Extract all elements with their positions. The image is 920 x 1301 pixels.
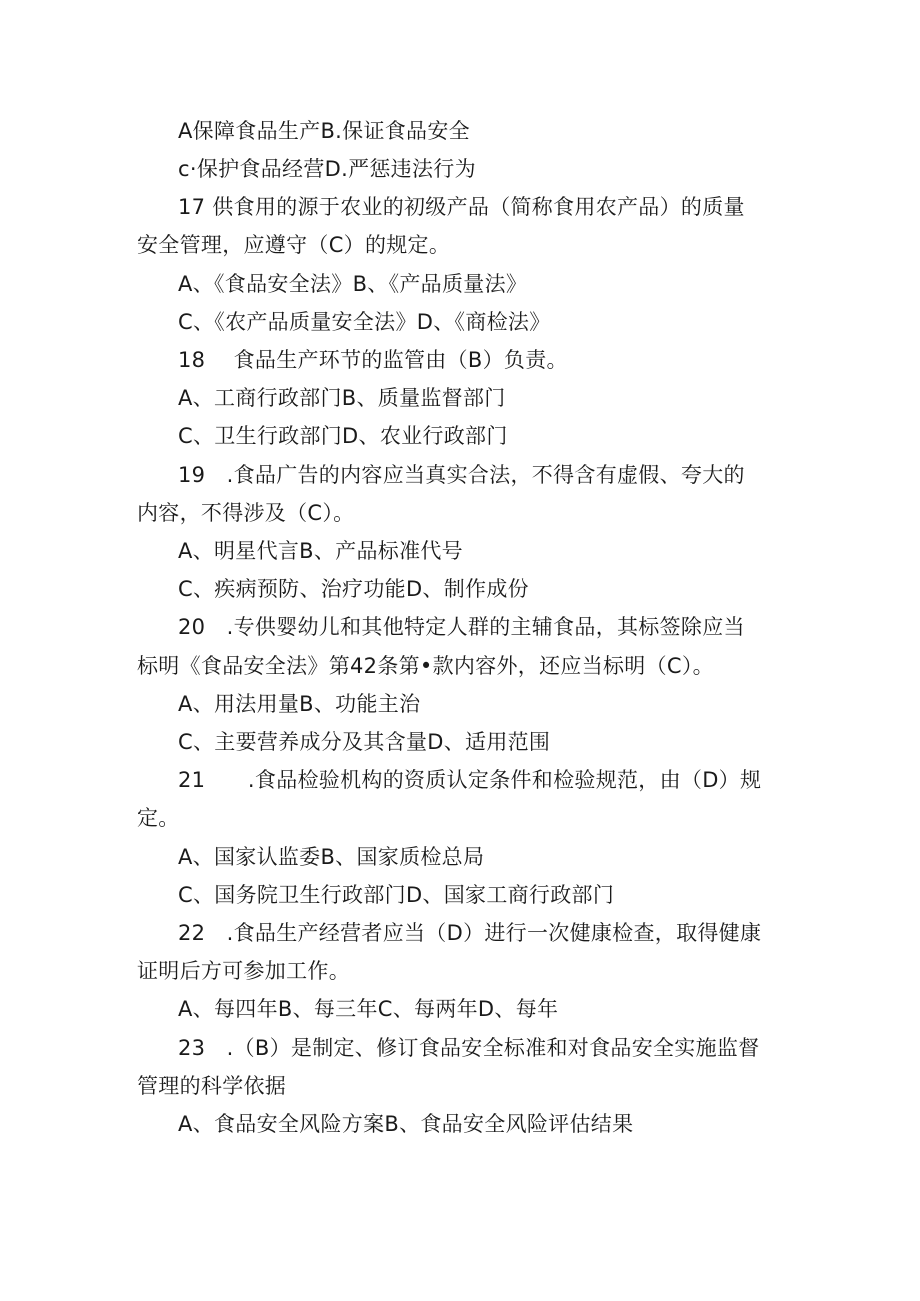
option-line: C、卫生行政部门D、农业行政部门 [178, 424, 508, 448]
question-17-continued: 安全管理，应遵守（C）的规定。 [137, 233, 451, 257]
question-23: 23 .（B）是制定、修订食品安全标准和对食品安全实施监督 [178, 1036, 760, 1060]
option-line: A、《食品安全法》B、《产品质量法》 [178, 272, 528, 296]
question-21: 21 .食品检验机构的资质认定条件和检验规范，由（D）规 [178, 768, 762, 792]
option-line: C、疾病预防、治疗功能D、制作成份 [178, 577, 529, 601]
option-line: C、国务院卫生行政部门D、国家工商行政部门 [178, 883, 615, 907]
question-17: 17 供食用的源于农业的初级产品（简称食用农产品）的质量 [178, 195, 745, 219]
option-line: C、主要营养成分及其含量D、适用范围 [178, 730, 551, 754]
option-line: A、用法用量B、功能主治 [178, 692, 421, 716]
question-18: 18 食品生产环节的监管由（B）负责。 [178, 348, 568, 372]
question-19: 19 .食品广告的内容应当真实合法，不得含有虚假、夸大的 [178, 463, 745, 487]
question-20: 20 .专供婴幼儿和其他特定人群的主辅食品，其标签除应当 [178, 615, 745, 639]
option-line: c·保护食品经营D.严惩违法行为 [178, 157, 476, 181]
option-line: A、国家认监委B、国家质检总局 [178, 845, 485, 869]
option-line: A保障食品生产B.保证食品安全 [178, 119, 470, 143]
question-20-continued: 标明《食品安全法》第42条第•款内容外，还应当标明（C）。 [137, 654, 714, 678]
option-line: A、工商行政部门B、质量监督部门 [178, 386, 506, 410]
question-23-continued: 管理的科学依据 [137, 1074, 287, 1098]
question-22-continued: 证明后方可参加工作。 [137, 959, 350, 983]
option-line: A、食品安全风险方案B、食品安全风险评估结果 [178, 1112, 634, 1136]
question-21-continued: 定。 [137, 806, 180, 830]
option-line: A、明星代言B、产品标准代号 [178, 539, 463, 563]
option-line: C、《农产品质量安全法》D、《商检法》 [178, 310, 551, 334]
question-22: 22 .食品生产经营者应当（D）进行一次健康检查，取得健康 [178, 921, 762, 945]
option-line: A、每四年B、每三年C、每两年D、每年 [178, 997, 559, 1021]
question-19-continued: 内容，不得涉及（C）。 [137, 501, 355, 525]
